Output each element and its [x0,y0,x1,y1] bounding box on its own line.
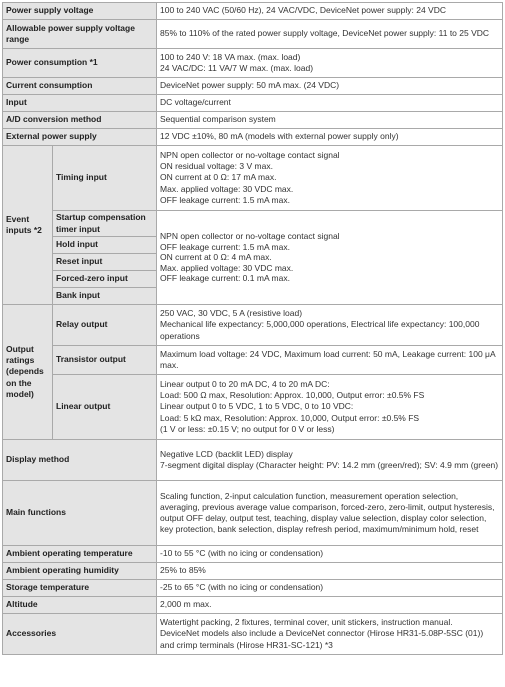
table-row [3,20,503,49]
spec-value: Linear output 0 to 20 mA DC, 4 to 20 mA DC: Load: 500 Ω max, Resolution: Approx. 10,000, Output error: ±0.5% FS Linear output 0 to 5 VDC, 1 to 5 VDC, 0 to 10 VDC: Load: 5 kΩ max, Resolution: Approx. 10,000, Output error: ±0.5% FS (1 V or less: ±0.15 V; no output for 0 V or less) [157,375,503,440]
spec-sublabel: Bank input [53,288,157,305]
spec-value: 85% to 110% of the rated power supply voltage, DeviceNet power supply: 11 to 25 VDC [157,20,503,49]
table-row [3,49,503,78]
spec-label: A/D conversion method [3,112,157,129]
table-row [3,597,503,614]
spec-value: NPN open collector or no-voltage contact signal ON residual voltage: 3 V max. ON current at 0 Ω: 17 mA max. Max. applied voltage: 30 VDC max. OFF leakage current: 1.5 mA max. [157,146,503,211]
table-row [3,481,503,546]
specifications-table [2,2,503,655]
table-row [3,563,503,580]
table-row [3,346,503,375]
table-row [3,375,503,440]
spec-label: Storage temperature [3,580,157,597]
spec-sublabel: Transistor output [53,346,157,375]
table-row [3,78,503,95]
table-row [3,146,503,211]
spec-value: Negative LCD (backlit LED) display 7-segment digital display (Character height: PV: 14.2 mm (green/red); SV: 4.9 mm (green) [157,440,503,481]
spec-label: Power supply voltage [3,3,157,20]
table-row [3,580,503,597]
spec-value: DeviceNet power supply: 50 mA max. (24 VDC) [157,78,503,95]
spec-value: Watertight packing, 2 fixtures, terminal cover, unit stickers, instruction manual. DeviceNet models also include a DeviceNet connector (Hirose HR31-5.08P-5SC (01)) and crimp terminals (Hirose HR31-SC-121) *3 [157,614,503,655]
spec-label: Ambient operating temperature [3,546,157,563]
spec-label: Allowable power supply voltage range [3,20,157,49]
spec-value: 12 VDC ±10%, 80 mA (models with external power supply only) [157,129,503,146]
spec-value: NPN open collector or no-voltage contact signal OFF leakage current: 1.5 mA max. ON current at 0 Ω: 4 mA max. Max. applied voltage: 30 VDC max. OFF leakage current: 0.1 mA max. [157,211,503,305]
spec-sublabel: Startup compensation timer input [53,211,157,237]
spec-value: 100 to 240 VAC (50/60 Hz), 24 VAC/VDC, DeviceNet power supply: 24 VDC [157,3,503,20]
spec-label: Current consumption [3,78,157,95]
spec-label: External power supply [3,129,157,146]
spec-value: Sequential comparison system [157,112,503,129]
table-row [3,614,503,655]
spec-label: Altitude [3,597,157,614]
spec-sublabel: Relay output [53,305,157,346]
spec-label: Main functions [3,481,157,546]
table-row [3,305,503,346]
output-ratings-label: Output ratings (depends on the model) [3,305,53,440]
spec-value: Maximum load voltage: 24 VDC, Maximum load current: 50 mA, Leakage current: 100 μA max. [157,346,503,375]
spec-sublabel: Timing input [53,146,157,211]
table-row [3,440,503,481]
table-row [3,211,503,237]
table-row [3,546,503,563]
table-row [3,129,503,146]
table-row [3,112,503,129]
spec-value: DC voltage/current [157,95,503,112]
spec-value: -10 to 55 °C (with no icing or condensation) [157,546,503,563]
spec-sublabel: Reset input [53,254,157,271]
spec-label: Accessories [3,614,157,655]
spec-label: Power consumption *1 [3,49,157,78]
spec-label: Ambient operating humidity [3,563,157,580]
spec-sublabel: Forced-zero input [53,271,157,288]
spec-sublabel: Hold input [53,237,157,254]
spec-value: 250 VAC, 30 VDC, 5 A (resistive load) Mechanical life expectancy: 5,000,000 operations, Electrical life expectancy: 100,000 operations [157,305,503,346]
spec-value: 100 to 240 V: 18 VA max. (max. load) 24 VAC/DC: 11 VA/7 W max. (max. load) [157,49,503,78]
spec-value: 2,000 m max. [157,597,503,614]
spec-label: Input [3,95,157,112]
table-row [3,95,503,112]
spec-value: Scaling function, 2-input calculation function, measurement operation selection, averaging, previous average value comparison, forced-zero, zero-limit, output hysteresis, output OFF delay, output test, teaching, display value selection, display color selection, key protection, bank selection, display refresh period, maximum/minimum hold, reset [157,481,503,546]
event-inputs-label: Event inputs *2 [3,146,53,305]
spec-value: 25% to 85% [157,563,503,580]
table-row [3,3,503,20]
spec-value: -25 to 65 °C (with no icing or condensation) [157,580,503,597]
spec-label: Display method [3,440,157,481]
spec-sublabel: Linear output [53,375,157,440]
